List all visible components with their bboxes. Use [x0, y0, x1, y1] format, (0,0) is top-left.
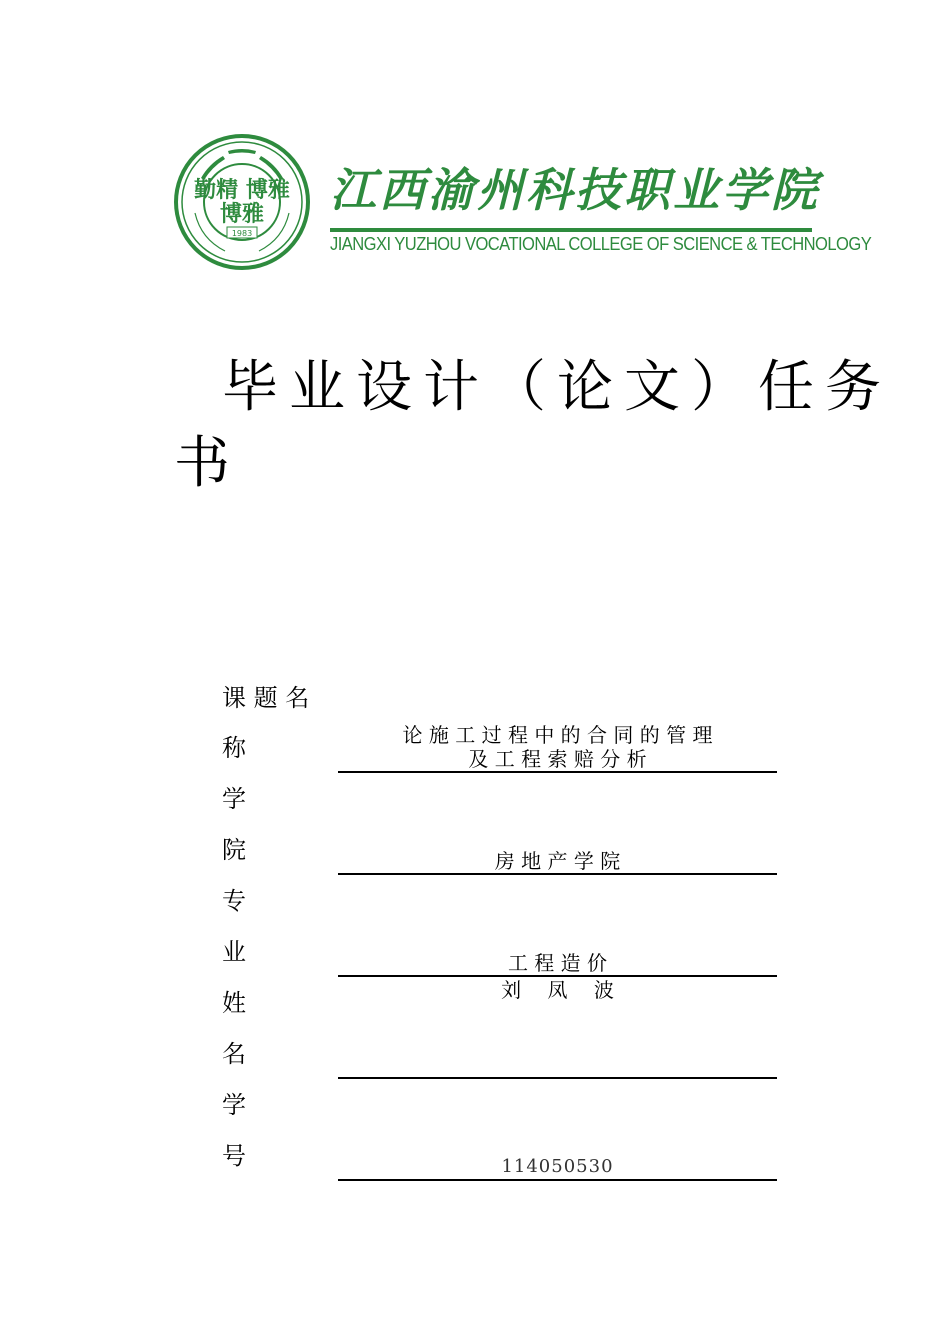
seal-year: 1983 — [231, 229, 253, 238]
field-student-name: 刘 凤 波 — [501, 978, 614, 1002]
field-student-id: 114050530 — [501, 1156, 614, 1177]
label-major-part1: 专 — [222, 887, 246, 915]
label-topic-part1: 课 题 名 — [222, 684, 310, 712]
field-topic-line2: 及 工 程 索 赔 分 析 — [468, 747, 647, 771]
seal-center-top-text: 勤精 博雅 — [194, 177, 290, 203]
document-title-continuation: 书 — [174, 431, 230, 496]
school-name-chinese: 江西渝州科技职业学院 — [330, 163, 820, 217]
field-major-underline — [338, 975, 777, 977]
label-name-part2: 名 — [222, 1040, 246, 1068]
label-id-part1: 学 — [222, 1091, 246, 1119]
label-topic-part2: 称 — [222, 734, 246, 762]
field-major: 工 程 造 价 — [507, 951, 608, 975]
school-name-divider — [330, 228, 812, 232]
label-major-part2: 业 — [222, 938, 246, 966]
document-title: 毕业设计（论文）任务 — [222, 355, 892, 420]
field-student-id-underline — [338, 1179, 777, 1181]
school-name-english: JIANGXI YUZHOU VOCATIONAL COLLEGE OF SCIENCE & TECHNOLOGY — [330, 234, 872, 254]
field-topic-line1: 论 施 工 过 程 中 的 合 同 的 管 理 — [402, 723, 713, 747]
field-student-name-underline — [338, 1077, 777, 1079]
label-name-part1: 姓 — [222, 989, 246, 1017]
field-college: 房 地 产 学 院 — [494, 849, 621, 873]
svg-text:博雅: 博雅 — [219, 201, 265, 227]
label-college-part2: 院 — [222, 836, 246, 864]
school-seal-logo — [173, 133, 311, 271]
label-college-part1: 学 — [222, 785, 246, 813]
field-topic-underline — [338, 771, 777, 773]
label-id-part2: 号 — [222, 1142, 246, 1170]
field-college-underline — [338, 873, 777, 875]
